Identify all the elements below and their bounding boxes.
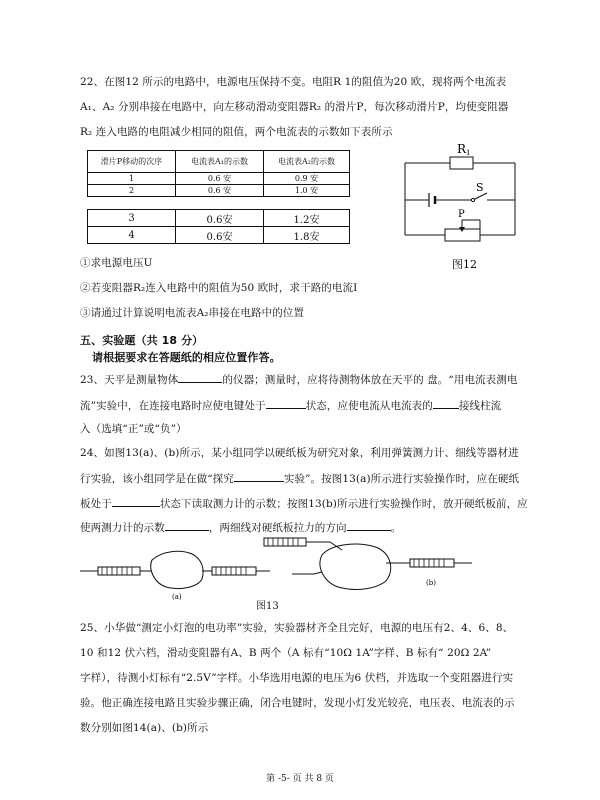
q24-text: 实验”。按图13(a)所示进行实验操作时，应在硬纸 bbox=[283, 473, 520, 485]
spring-scale-a-left bbox=[98, 567, 140, 575]
circuit-diagram-fig12 bbox=[395, 140, 525, 275]
cardboard-a bbox=[151, 551, 203, 588]
table-cell: 1.8安 bbox=[264, 227, 350, 244]
section-instruction: 请根据要求在答题纸的相应位置作答。 bbox=[92, 351, 281, 364]
table-cell: 0.6安 bbox=[176, 227, 264, 244]
fig13-label-a: (a) bbox=[172, 593, 182, 601]
table-row bbox=[88, 227, 350, 244]
answer-blank[interactable] bbox=[433, 397, 459, 409]
q24-text: 状态下读取测力计的示数；按图13(b)所示进行实验操作时，放开硬纸板前，应 bbox=[159, 498, 528, 510]
q24-line3 bbox=[80, 495, 528, 511]
table-row bbox=[88, 151, 350, 173]
q23-text: 状态，应使电流从电流表的 bbox=[305, 400, 433, 412]
fig13-caption: 图13 bbox=[256, 601, 279, 612]
table-cell: 0.6安 bbox=[176, 210, 264, 227]
answer-blank[interactable] bbox=[165, 519, 209, 531]
answer-blank[interactable] bbox=[112, 495, 160, 507]
q23-text: 流”实验中，在连接电路时应使电键处于 bbox=[80, 400, 266, 412]
q23-line2 bbox=[80, 397, 501, 413]
q24-text: 板处于 bbox=[80, 498, 112, 510]
fig13-label-b: (b) bbox=[426, 579, 436, 587]
answer-blank[interactable] bbox=[266, 397, 306, 409]
table-cell: 1 bbox=[88, 173, 176, 185]
fig13-drawing bbox=[80, 537, 520, 612]
q24-text: 行实验，该小组同学是在做“探究 bbox=[80, 473, 234, 485]
table-cell: 4 bbox=[88, 227, 176, 244]
section-title: 五、实验题（共 18 分） bbox=[80, 334, 204, 347]
table-cell: 0.6 安 bbox=[176, 185, 264, 197]
fig12-label-r-sub: 1 bbox=[466, 149, 471, 157]
q24-text: ，两细线对硬纸板拉力的方向 bbox=[208, 522, 347, 534]
q25-line1: 25、小华做“测定小灯泡的电功率”实验，实验器材齐全且完好，电源的电压有2、4、6、8、 bbox=[80, 622, 514, 634]
q24-line1: 24、如图13(a)、(b)所示，某小组同学以硬纸板为研究对象，利用弹簧测力计、细线等器材进 bbox=[80, 447, 519, 459]
q24-line4 bbox=[80, 519, 401, 535]
q23-line1 bbox=[80, 371, 517, 387]
table-header-a2: 电流表A₂的示数 bbox=[264, 151, 350, 173]
answer-blank[interactable] bbox=[234, 470, 284, 482]
q22-sub1: ①求电源电压U bbox=[80, 257, 153, 269]
q22-table2 bbox=[87, 209, 350, 244]
q22-line2: A₁、A₂ 分别串接在电路中，向左移动滑动变阻器R₂ 的滑片P，每次移动滑片P，均使变阻器 bbox=[80, 101, 509, 113]
table-row bbox=[88, 173, 350, 185]
q23-text: 接线柱流 bbox=[458, 400, 502, 412]
q23-text: 23、天平是测量物体 bbox=[80, 374, 179, 386]
switch-contact bbox=[471, 198, 474, 201]
cardboard-b bbox=[320, 544, 391, 589]
q24-text: 使两测力计的示数 bbox=[80, 522, 165, 534]
spring-scale-b-top bbox=[264, 538, 306, 546]
q25-line5: 数分别如图14(a)、(b)所示 bbox=[80, 722, 209, 734]
q24-text: 。 bbox=[390, 522, 402, 534]
table-header-a1: 电流表A₁的示数 bbox=[176, 151, 264, 173]
q23-text: 的仪器；测量时，应将待测物体放在天平的 盘。“用电流表测电 bbox=[222, 374, 518, 386]
q25-line2: 10 和12 伏六档，滑动变阻器有A、B 两个（A 标有“10Ω 1A”字样、B 标有“ 20Ω 2A” bbox=[80, 647, 492, 659]
table-cell: 2 bbox=[88, 185, 176, 197]
q25-line3: 字样），待测小灯标有“2.5V”字样。小华选用电源的电压为6 伏档，并选取一个变阻器进行实 bbox=[80, 672, 514, 684]
resistor-r1 bbox=[450, 157, 473, 169]
spring-scale-b-right bbox=[410, 559, 454, 567]
q22-sub3: ③请通过计算说明电流表A₂串接在电路中的位置 bbox=[80, 307, 304, 319]
table-cell: 0.6 安 bbox=[176, 173, 264, 185]
table-cell: 1.2安 bbox=[264, 210, 350, 227]
table-cell: 3 bbox=[88, 210, 176, 227]
page-footer: 第 -5- 页 共 8 页 bbox=[266, 774, 334, 784]
table-cell: 1.0 安 bbox=[264, 185, 350, 197]
spring-scale-a-right bbox=[212, 567, 256, 575]
table-header-order: 滑片P移动的次序 bbox=[88, 151, 176, 173]
answer-blank[interactable] bbox=[347, 519, 391, 531]
answer-blank[interactable] bbox=[178, 371, 222, 383]
q23-line3: 入（选填“正”或“负”） bbox=[80, 423, 187, 435]
fig12-label-s: S bbox=[476, 181, 484, 194]
q22-line3: R₂ 连入电路的电阻减少相同的阻值，两个电流表的示数如下表所示 bbox=[80, 126, 393, 138]
table-row bbox=[88, 185, 350, 197]
table-cell: 0.9 安 bbox=[264, 173, 350, 185]
q22-sub2: ②若变阻器R₂连入电路中的阻值为50 欧时，求干路的电流I bbox=[80, 282, 358, 294]
fig12-label-r: R bbox=[457, 142, 467, 156]
fig12-label-p: P bbox=[458, 209, 465, 220]
q22-line1: 22、在图12 所示的电路中，电源电压保持不变。电阻R 1的阻值为20 欧，现将两个电流表 bbox=[80, 76, 507, 88]
fig12-caption: 图12 bbox=[452, 258, 477, 271]
q25-line4: 验。他正确连接电路且实验步骤正确，闭合电键时，发现小灯发光较亮，电压表、电流表的示 bbox=[80, 697, 515, 709]
table-row bbox=[88, 210, 350, 227]
q24-line2 bbox=[80, 470, 519, 486]
q22-table1 bbox=[87, 150, 350, 197]
